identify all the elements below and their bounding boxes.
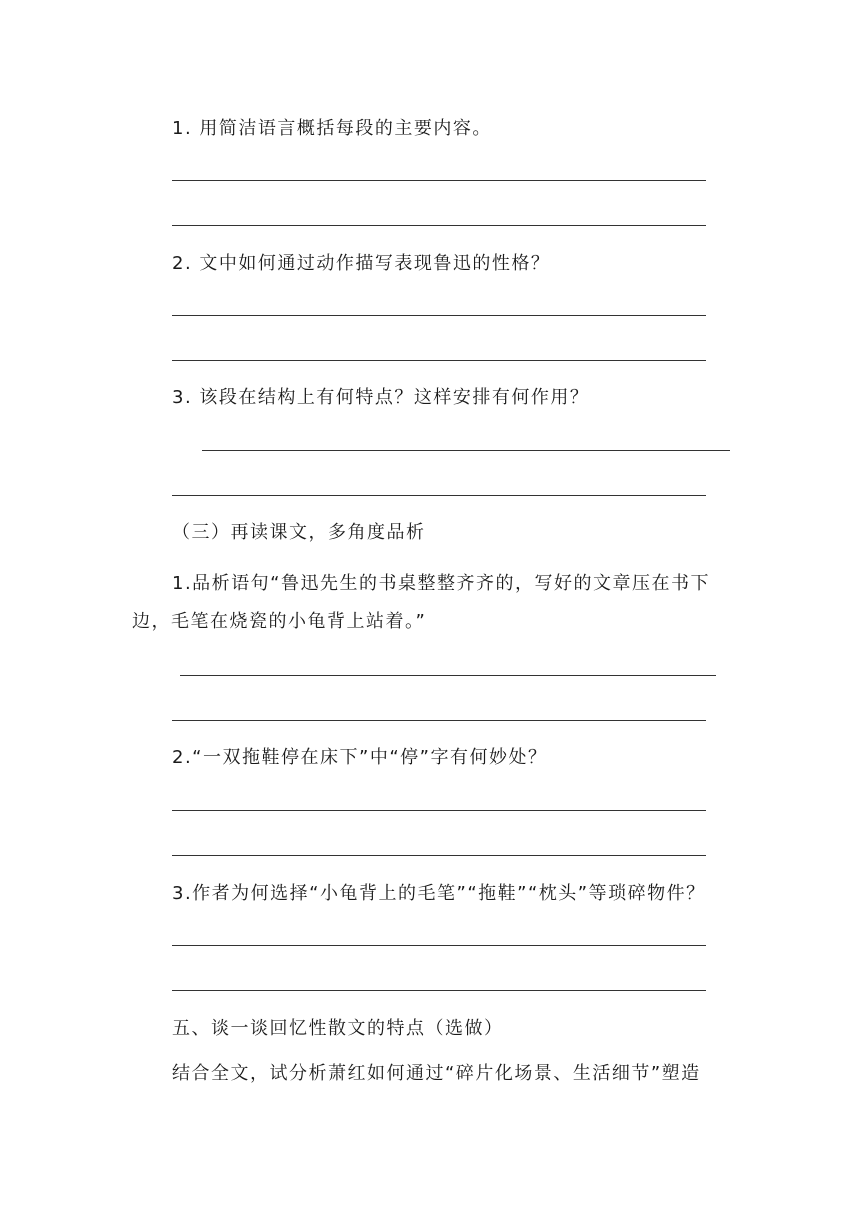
answer-line[interactable]	[172, 945, 706, 946]
answer-line[interactable]	[172, 720, 706, 721]
section-3-item-1-line-2: 边，毛笔在烧瓷的小龟背上站着。”	[132, 611, 427, 632]
section-3-item-1-line-1: 1.品析语句“鲁迅先生的书桌整整齐齐的，写好的文章压在书下	[172, 573, 710, 594]
question-1: 1. 用简洁语言概括每段的主要内容。	[172, 118, 492, 139]
answer-line[interactable]	[172, 810, 706, 811]
answer-line[interactable]	[202, 450, 730, 451]
answer-line[interactable]	[172, 225, 706, 226]
section-3-heading: （三）再读课文，多角度品析	[172, 522, 426, 543]
answer-line[interactable]	[172, 990, 706, 991]
answer-line[interactable]	[172, 180, 706, 181]
answer-line[interactable]	[180, 675, 716, 676]
answer-line[interactable]	[172, 360, 706, 361]
section-3-item-2: 2.“一双拖鞋停在床下”中“停”字有何妙处？	[172, 747, 548, 768]
question-3: 3. 该段在结构上有何特点？这样安排有何作用？	[172, 387, 590, 408]
answer-line[interactable]	[172, 315, 706, 316]
section-5-body-line-1: 结合全文，试分析萧红如何通过“碎片化场景、生活细节”塑造	[172, 1063, 701, 1084]
section-5-heading: 五、谈一谈回忆性散文的特点（选做）	[172, 1018, 504, 1039]
answer-line[interactable]	[172, 855, 706, 856]
section-3-item-3: 3.作者为何选择“小龟背上的毛笔”“拖鞋”“枕头”等琐碎物件？	[172, 883, 706, 904]
answer-line[interactable]	[172, 495, 706, 496]
question-2: 2. 文中如何通过动作描写表现鲁迅的性格？	[172, 253, 551, 274]
